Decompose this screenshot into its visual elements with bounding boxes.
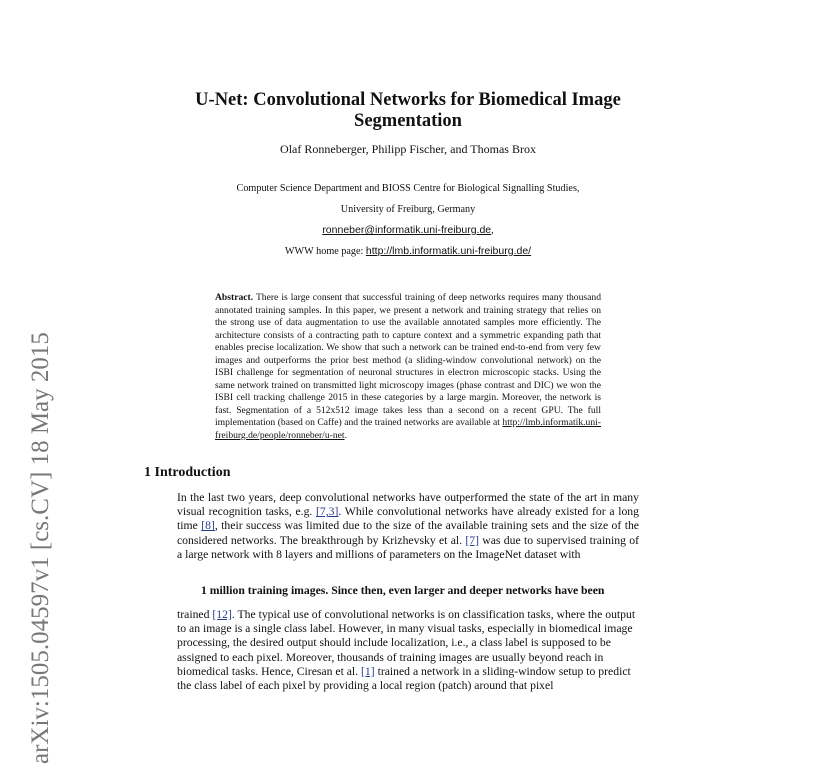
intro-paragraph-2 [177,608,639,693]
affiliation-line: University of Freiburg, Germany [340,204,476,215]
text-run: In the last two years, deep convolutional networks have outperformed the state of the art in many visual recognition tasks, e.g. [177,491,639,519]
abstract-text: There is large consent that successful training of deep networks requires many thousand annotated training samples. In this paper, we present a network and training strategy that relies on the strong use of data augmentation to use the available annotated samples more efficiently. The architecture consists of a contracting path to capture context and a symmetric expanding path that enables precise localization. We show that such a network can be trained end-to-end from very few images and outperforms the prior best method (a sliding-window convolutional network) on the ISBI challenge for segmentation of neuronal structures in electron microscopic stacks. Using the same network trained on transmitted light microscopy images (phase contrast and DIC) we won the ISBI cell tracking challenge 2015 in these categories by a large margin. Moreover, the network is fast. Segmentation of a 512x512 image takes less than a second on a recent GPU. The full implementation (based on Caffe) and the trained networks are available at [215,292,601,429]
text-run: trained a network in a sliding-window setup to predict the class label of each pixel by providing a local region (patch) around that pixel [177,664,631,693]
paper-title: U-Net: Convolutional Networks for Biomedical Image Segmentation [195,90,621,131]
citation-7[interactable]: [7] [465,533,480,547]
abstract-label: Abstract. [215,292,254,303]
email-link[interactable]: ronneber@informatik.uni-freiburg.de [322,224,492,236]
citation-1[interactable]: [1] [361,664,375,678]
affiliation-line: Computer Science Department and BIOSS Centre for Biological Signalling Studies, [236,183,580,194]
homepage-label: WWW home page: [284,246,366,257]
homepage-line [170,241,646,262]
homepage-link[interactable]: http://lmb.informatik.uni-freiburg.de/ [365,245,532,257]
abstract-end: . [344,430,347,442]
text-run: , their success was limited due to the size of the available training sets and the size of the considered networks. The breakthrough by Krizhevsky et al. [177,519,639,547]
citation-8[interactable]: [8] [201,519,215,533]
affiliation-block [170,178,646,262]
text-run: . While convolutional networks have already existed for a long time [177,505,639,533]
intro-paragraph-1 [177,491,639,562]
bold-text-line: 1 million training images. Since then, even larger and deeper networks have been [201,584,605,597]
email-line [170,220,646,241]
text-run: . The typical use of convolutional networks is on classification tasks, where the output to an image is a single class label. However, in many visual tasks, especially in biomedical image processing, the desired output should include localization, i.e., a class label is supposed to be assigned to each pixel. Moreover, thousands of training images are usually beyond reach in biomedical tasks. Hence, Ciresan et al. [177,608,636,678]
abstract [215,292,601,443]
section-heading-introduction: 1 Introduction [144,465,231,480]
email-suffix: , [491,225,494,236]
paper-authors: Olaf Ronneberger, Philipp Fischer, and Thomas Brox [280,142,536,156]
code-url-link[interactable]: http://lmb.informatik.uni-freiburg.de/people/ronneber/u-net [215,417,601,442]
arxiv-id-text: arXiv:1505.04597v1 [cs.CV] 18 May 2015 [27,332,54,764]
citation-7-3[interactable]: [7,3] [316,505,339,519]
text-run: was due to supervised training of a large network with 8 layers and millions of parameters on the ImageNet dataset with [177,533,639,561]
arxiv-sidebar-stamp [24,304,58,764]
citation-12[interactable]: [12] [212,608,232,621]
text-run: trained [177,608,213,621]
